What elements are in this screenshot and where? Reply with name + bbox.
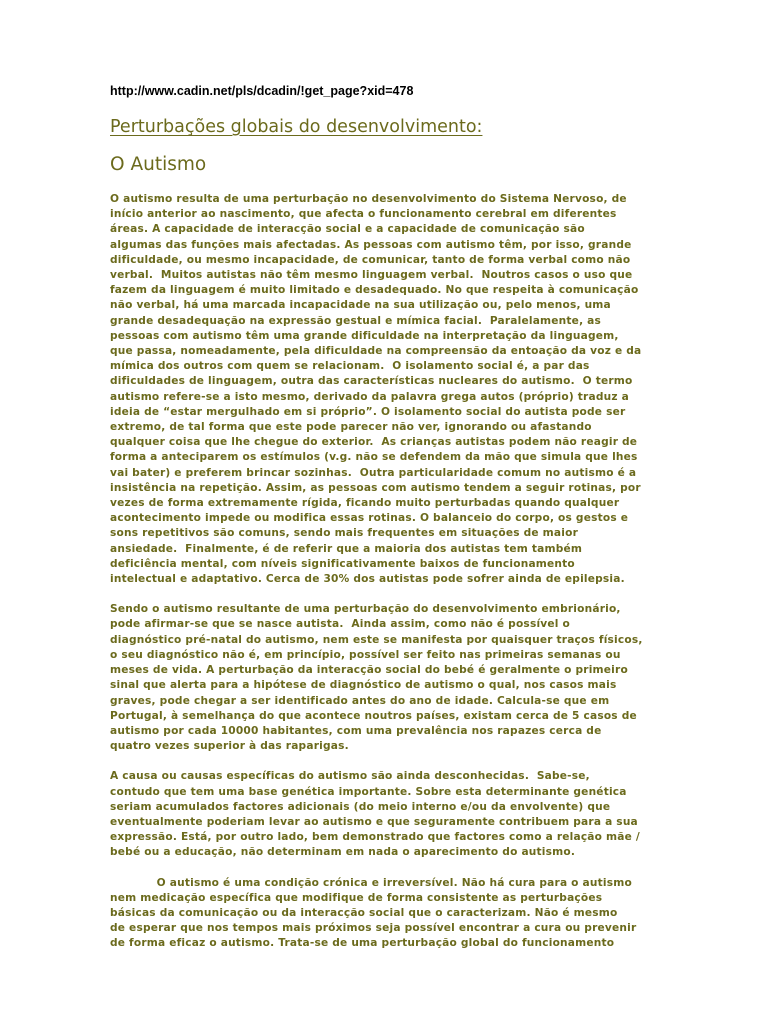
- paragraph-line: extremo, de tal forma que este pode parecer não ver, ignorando ou afastando: [110, 421, 592, 434]
- paragraph-line: ideia de “estar mergulhado em si próprio”. O isolamento social do autista pode ser: [110, 405, 626, 418]
- section-heading: O Autismo: [110, 154, 207, 175]
- paragraph-line: ansiedade. Finalmente, é de referir que a maioria dos autistas tem também: [110, 542, 583, 555]
- body-paragraph: [110, 876, 660, 952]
- paragraph-line: diagnóstico pré-natal do autismo, nem este se manifesta por quaisquer traços físicos,: [110, 633, 643, 646]
- paragraph-line: sinal que alerta para a hipótese de diagnóstico de autismo o qual, nos casos mais: [110, 679, 617, 692]
- paragraph-line: áreas. A capacidade de interacção social e a capacidade de comunicação são: [110, 223, 585, 236]
- document-title: Perturbações globais do desenvolvimento:: [110, 117, 483, 137]
- paragraph-line: verbal. Muitos autistas não têm mesmo linguagem verbal. Noutros casos o uso que: [110, 269, 633, 282]
- source-url: http://www.cadin.net/pls/dcadin/!get_page?xid=478: [110, 84, 414, 98]
- paragraph-line: insistência na repetição. Assim, as pessoas com autismo tendem a seguir rotinas, por: [110, 481, 641, 494]
- paragraph-line: meses de vida. A perturbação da interacção social do bebé é geralmente o primeiro: [110, 664, 628, 677]
- paragraph-line: autismo refere-se a isto mesmo, derivado da palavra grega autos (próprio) traduz a: [110, 390, 629, 403]
- body-paragraph: [110, 192, 660, 587]
- paragraph-line: eventualmente poderiam levar ao autismo e que seguramente contribuem para a sua: [110, 815, 638, 828]
- paragraph-line: de forma eficaz o autismo. Trata-se de uma perturbação global do funcionamento: [110, 937, 615, 950]
- paragraph-line: intelectual e adaptativo. Cerca de 30% dos autistas pode sofrer ainda de epilepsia.: [110, 573, 625, 586]
- paragraph-line: vai bater) e preferem brincar sozinhas. Outra particularidade comum no autismo é a: [110, 466, 637, 479]
- paragraph-line: mímica dos outros com quem se relacionam. O isolamento social é, a par das: [110, 360, 590, 373]
- paragraph-line: contudo que tem uma base genética importante. Sobre esta determinante genética: [110, 785, 627, 798]
- paragraph-line: expressão. Está, por outro lado, bem demonstrado que factores como a relação mãe /: [110, 831, 640, 844]
- paragraph-line: que passa, nomeadamente, pela dificuldade na compreensão da entoação da voz e da: [110, 345, 642, 358]
- paragraph-line: algumas das funções mais afectadas. As pessoas com autismo têm, por isso, grande: [110, 238, 632, 251]
- paragraph-line: nem medicação específica que modifique de forma consistente as perturbações: [110, 891, 603, 904]
- paragraph-line: bebé ou a educação, não determinam em nada o aparecimento do autismo.: [110, 846, 576, 859]
- paragraph-line: sons repetitivos são comuns, sendo mais frequentes em situações de maior: [110, 527, 579, 540]
- paragraph-line: graves, pode chegar a ser identificado antes do ano de idade. Calcula-se que em: [110, 694, 610, 707]
- paragraph-line: pode afirmar-se que se nasce autista. Ainda assim, como não é possível o: [110, 618, 570, 631]
- paragraph-line: acontecimento impede ou modifica essas rotinas. O balanceio do corpo, os gestos e: [110, 512, 629, 525]
- paragraph-line: qualquer coisa que lhe chegue do exterior. As crianças autistas podem não reagir de: [110, 436, 638, 449]
- paragraph-line: de esperar que nos tempos mais próximos seja possível encontrar a cura ou prevenir: [110, 922, 637, 935]
- paragraph-line: início anterior ao nascimento, que afecta o funcionamento cerebral em diferentes: [110, 208, 617, 221]
- paragraph-line: quatro vezes superior à das raparigas.: [110, 740, 349, 753]
- paragraph-line: O autismo resulta de uma perturbação no desenvolvimento do Sistema Nervoso, de: [110, 193, 627, 205]
- paragraph-line: autismo por cada 10000 habitantes, com uma prevalência nos rapazes cerca de: [110, 724, 602, 737]
- paragraph-line: seriam acumulados factores adicionais (do meio interno e/ou da envolvente) que: [110, 800, 611, 813]
- paragraph-line: fazem da linguagem é muito limitado e desadequado. No que respeita à comunicação: [110, 284, 639, 297]
- body-paragraph: [110, 602, 660, 754]
- paragraph-line: não verbal, há uma marcada incapacidade na sua utilização ou, pelo menos, uma: [110, 299, 611, 312]
- paragraph-line: deficiência mental, com níveis significativamente baixos de funcionamento: [110, 557, 575, 570]
- paragraph-line: grande desadequação na expressão gestual e mímica facial. Paralelamente, as: [110, 314, 602, 327]
- paragraph-line: forma a anteciparem os estímulos (v.g. não se defendem da mão que simula que lhes: [110, 451, 638, 464]
- paragraph-line: dificuldades de linguagem, outra das características nucleares do autismo. O termo: [110, 375, 633, 388]
- document-body: [110, 192, 660, 967]
- paragraph-line: pessoas com autismo têm uma grande dificuldade na interpretação da linguagem,: [110, 329, 619, 342]
- paragraph-line: O autismo é uma condição crónica e irreversível. Não há cura para o autismo: [110, 876, 632, 889]
- paragraph-line: Portugal, à semelhança do que acontece noutros países, existam cerca de 5 casos de: [110, 709, 637, 722]
- body-paragraph: [110, 769, 660, 860]
- paragraph-line: o seu diagnóstico não é, em princípio, possível ser feito nas primeiras semanas ou: [110, 648, 621, 661]
- paragraph-line: A causa ou causas específicas do autismo são ainda desconhecidas. Sabe-se,: [110, 770, 590, 783]
- paragraph-line: dificuldade, ou mesmo incapacidade, de comunicar, tanto de forma verbal como não: [110, 253, 631, 266]
- paragraph-line: Sendo o autismo resultante de uma perturbação do desenvolvimento embrionário,: [110, 603, 621, 616]
- paragraph-line: vezes de forma extremamente rígida, ficando muito perturbadas quando qualquer: [110, 497, 620, 510]
- paragraph-line: básicas da comunicação ou da interacção social que o caracterizam. Não é mesmo: [110, 906, 618, 919]
